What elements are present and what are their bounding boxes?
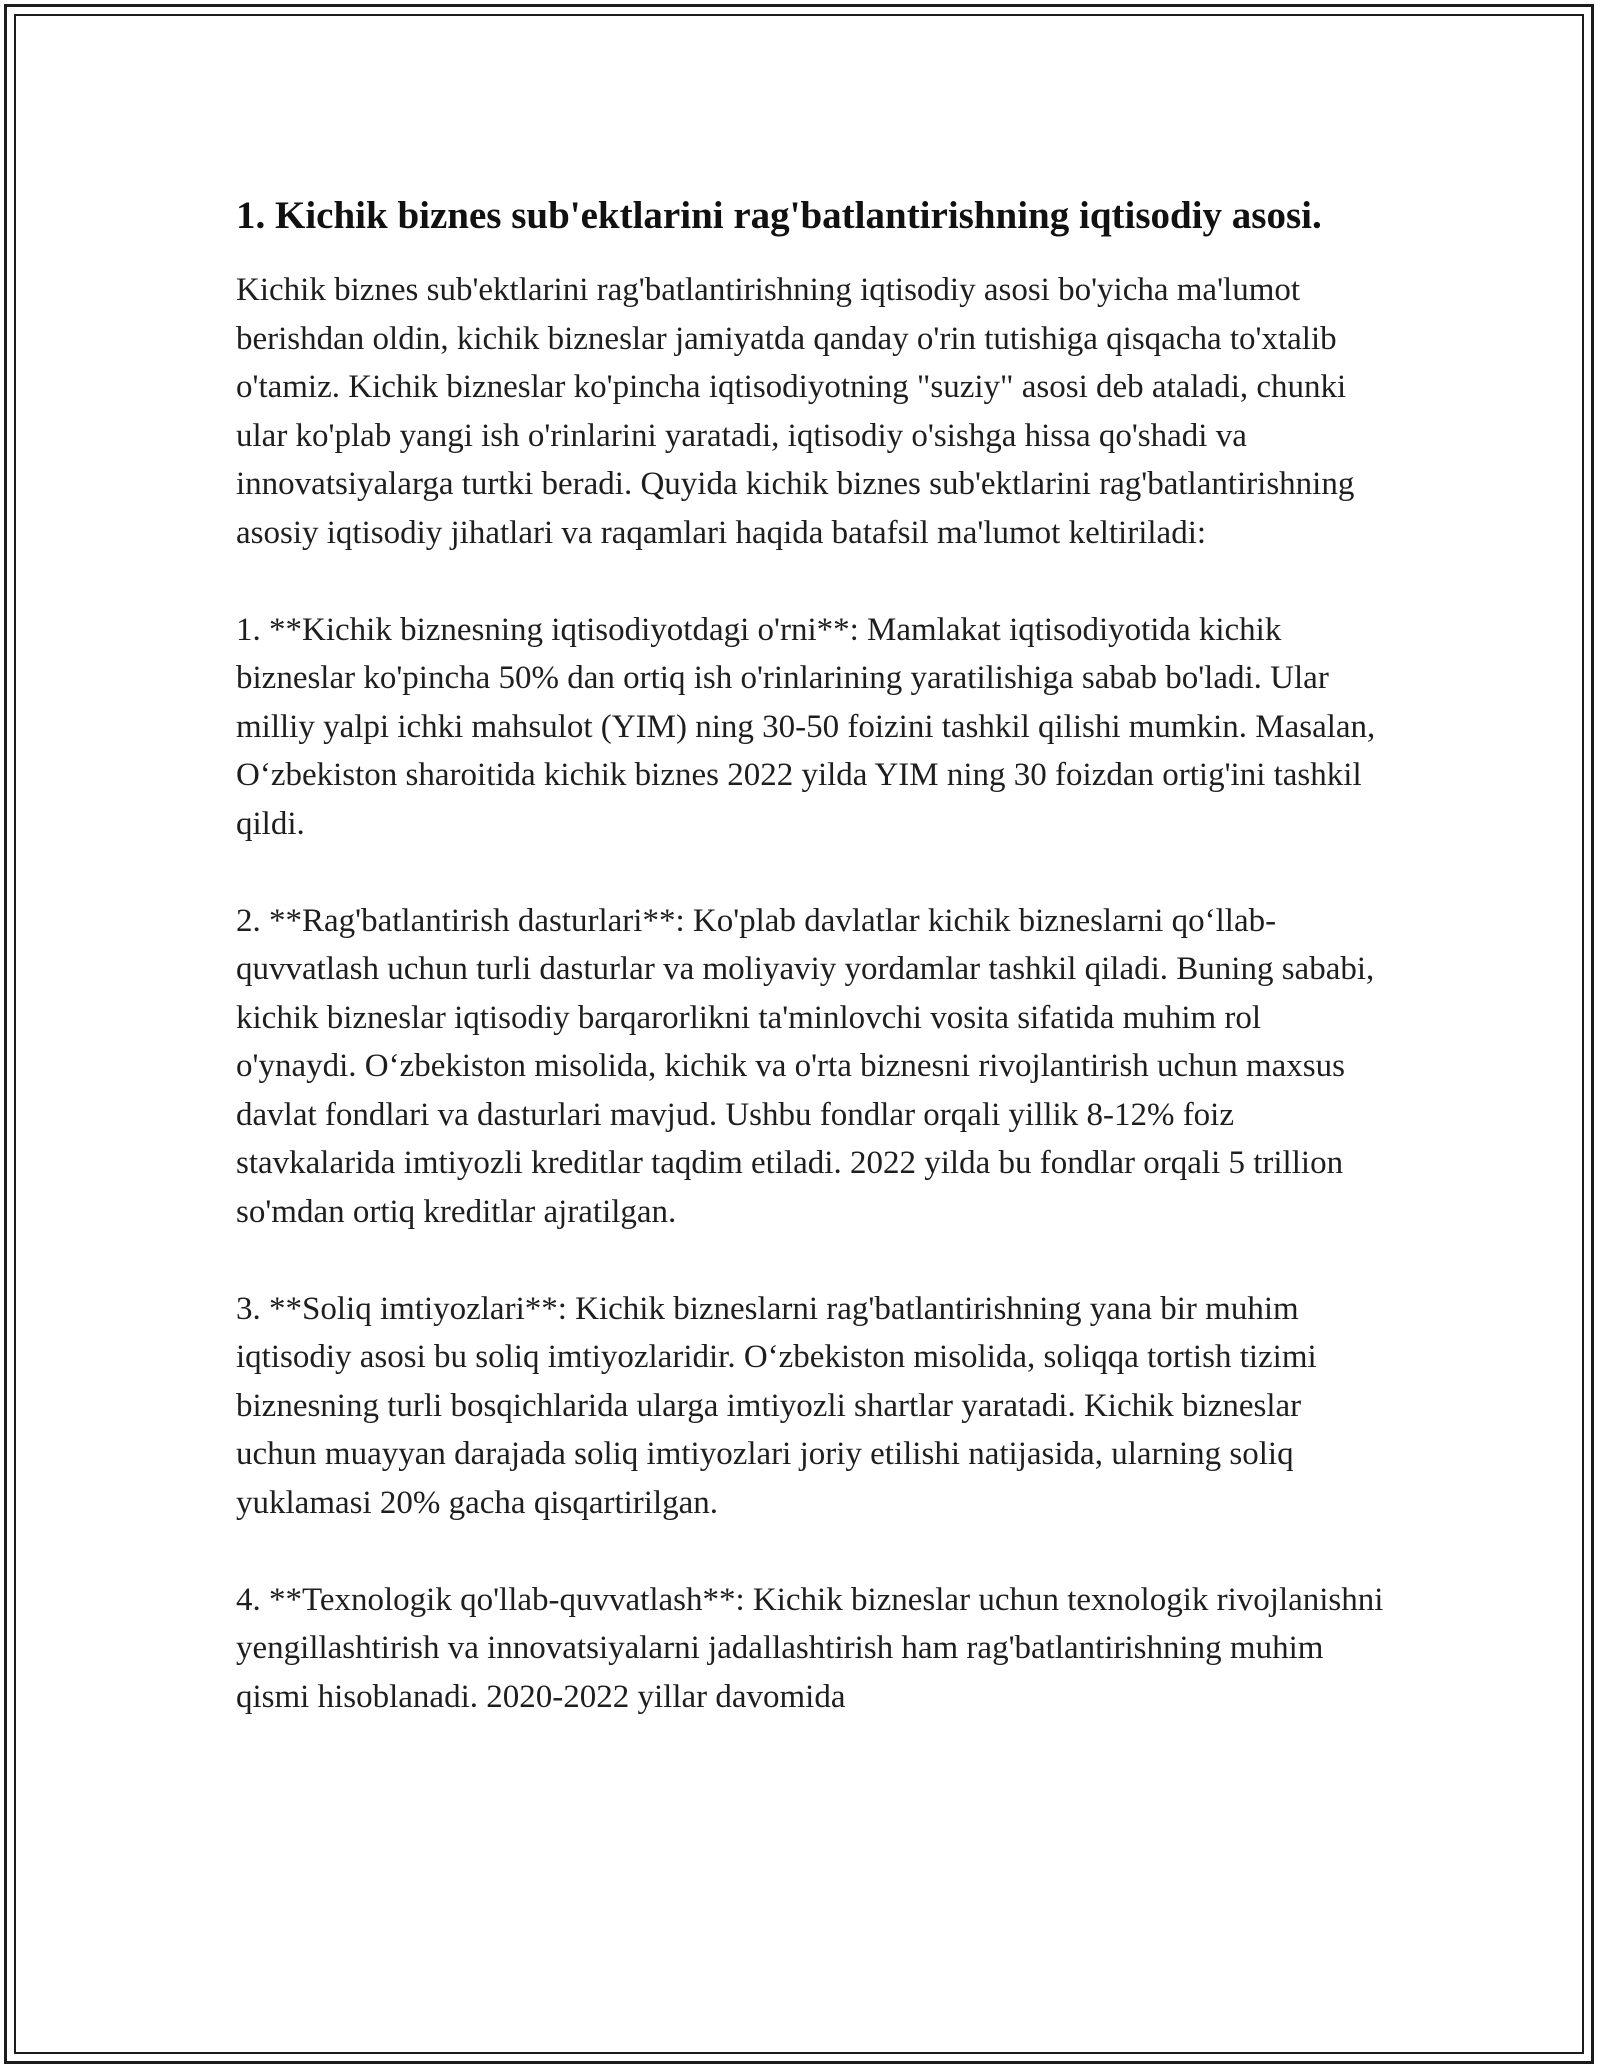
paragraph-tech-support: 4. **Texnologik qo'llab-quvvatlash**: Kichik bizneslar uchun texnologik rivojlanishni yengillashtirish va innovatsiyalarni jadallashtirish ham rag'batlantirishning muhim qismi hisoblanadi. 2020-2022 yillar davomida xyxy=(236,1581,1384,1715)
document-body xyxy=(236,188,1386,1770)
page-title: 1. Kichik biznes sub'ektlarini rag'batlantirishning iqtisodiy asosi. xyxy=(236,194,1322,237)
paragraph-economy-role: 1. **Kichik biznesning iqtisodiyotdagi o'rni**: Mamlakat iqtisodiyotida kichik bizneslar ko'pincha 50% dan ortiq ish o'rinlarining yaratilishiga sabab bo'ladi. Ular milliy yalpi ichki mahsulot (YIM) ning 30-50 foizini tashkil qilishi mumkin. Masalan, O‘zbekiston sharoitida kichik biznes 2022 yilda YIM ning 30 foizdan ortig'ini tashkil qildi. xyxy=(236,611,1376,842)
intro-paragraph: Kichik biznes sub'ektlarini rag'batlantirishning iqtisodiy asosi bo'yicha ma'lumot berishdan oldin, kichik bizneslar jamiyatda qanday o'rin tutishiga qisqacha to'xtalib o'tamiz. Kichik bizneslar ko'pincha iqtisodiyotning "suziy" asosi deb ataladi, chunki ular ko'plab yangi ish o'rinlarini yaratadi, iqtisodiy o'sishga hissa qo'shadi va innovatsiyalarga turtki beradi. Quyida kichik biznes sub'ektlarini rag'batlantirishning asosiy iqtisodiy jihatlari va raqamlari haqida batafsil ma'lumot keltiriladi: xyxy=(236,272,1355,551)
paragraph-tax-benefits: 3. **Soliq imtiyozlari**: Kichik bizneslarni rag'batlantirishning yana bir muhim iqtisodiy asosi bu soliq imtiyozlaridir. O‘zbekiston misolida, soliqqa tortish tizimi biznesning turli bosqichlarida ularga imtiyozli shartlar yaratadi. Kichik bizneslar uchun muayyan darajada soliq imtiyozlari joriy etilishi natijasida, ularning soliq yuklamasi 20% gacha qisqartirilgan. xyxy=(236,1290,1317,1521)
paragraph-incentive-programs: 2. **Rag'batlantirish dasturlari**: Ko'plab davlatlar kichik bizneslarni qo‘llab-quvvatlash uchun turli dasturlar va moliyaviy yordamlar tashkil qiladi. Buning sababi, kichik bizneslar iqtisodiy barqarorlikni ta'minlovchi vosita sifatida muhim rol o'ynaydi. O‘zbekiston misolida, kichik va o'rta biznesni rivojlantirish uchun maxsus davlat fondlari va dasturlari mavjud. Ushbu fondlar orqali yillik 8-12% foiz stavkalarida imtiyozli kreditlar taqdim etiladi. 2022 yilda bu fondlar orqali 5 trillion so'mdan ortiq kreditlar ajratilgan. xyxy=(236,902,1375,1230)
